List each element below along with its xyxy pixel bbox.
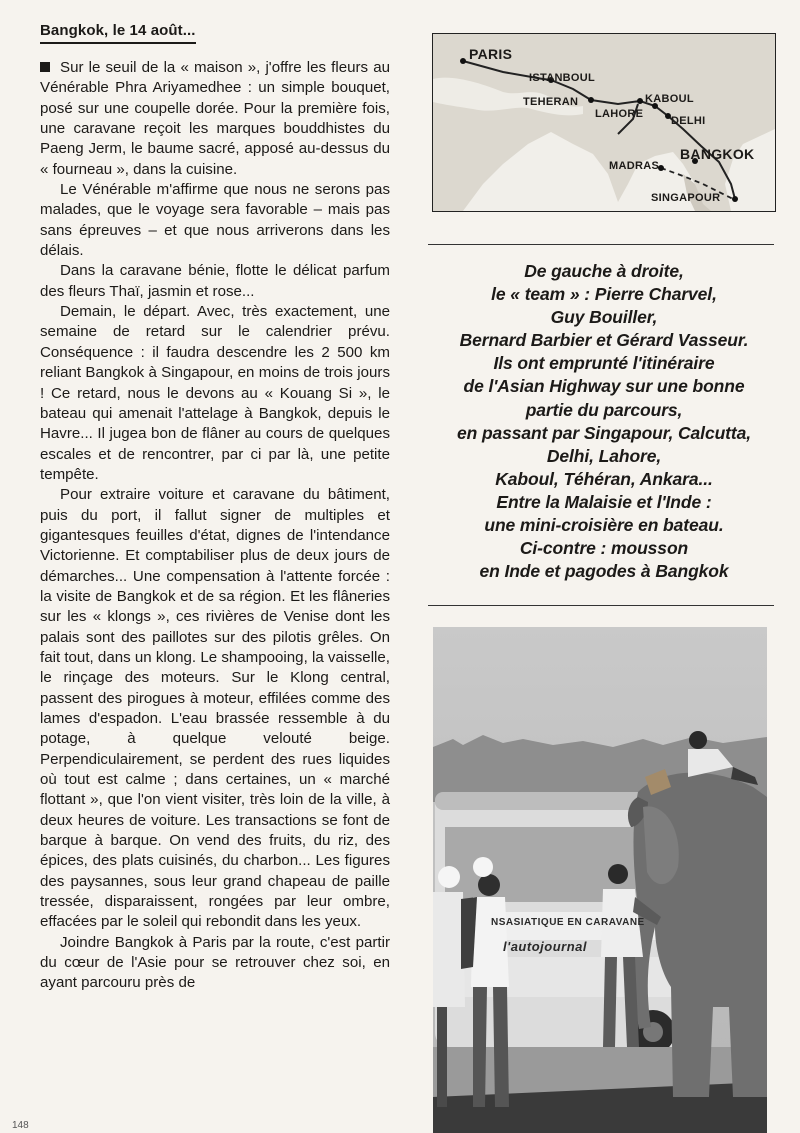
paragraph-6: Joindre Bangkok à Paris par la route, c'est partir du cœur de l'Asie pour se retrouver chez soi, en ayant parcouru près de [40, 933, 390, 992]
paragraph-2: Le Vénérable m'affirme que nous ne serons pas malades, que le voyage sera favorable – mais pas sans épreuves – et que nous arriverons dans les délais. [40, 181, 390, 260]
paragraph-1: Sur le seuil de la « maison », j'offre les fleurs au Vénérable Phra Ariyamedhee : un simple bouquet, posé sur une coupelle dorée. Pour la première fois, une caravane reçoit les marques bouddhistes du Paeng Jerm, le baume sacré, apposé au-dessus du « fourneau », dans la cuisine. [40, 59, 390, 178]
elephant-photo [433, 627, 767, 1133]
paragraph-5: Pour extraire voiture et caravane du bâtiment, puis du port, il fallut signer de multiples et gigantesques feuilles d'état, dignes de l'intendance Victorienne. Et comptabiliser plus de deux jours de démarches... Une compensation à l'attente forcée : la visite de Bangkok et de sa région. Et les flâneries sur les « klongs », ces rivières de Venise dont les palais sont des paillotes sur des pilotis grêles. On fait tout, dans un klong. Le shampooing, la vaisselle, le rinçage des moteurs. Sur le Klong central, passent des pirogues à moteur, effilées comme des lames d'espadon. L'eau brassée ressemble à du potage, à quelque velouté beige. Perpendiculairement, se perdent des rues liquides où tout est calme ; dans certaines, un « marché flottant », que l'on vient visiter, très loin de la ville, à deux heures de voiture. Les transactions se font de barque à barque. On vend des fruits, du riz, des épices, des plats cuisinés, du charbon... Les figures des paysannes, sous leur grand chapeau de paille tressée, disparaissent, rongées par leur ombre, effacées par le soleil qui rebondit dans les yeux. [40, 486, 390, 931]
city-delhi: DELHI [671, 115, 706, 127]
caravan-lettering: NSASIATIQUE EN CARAVANE [491, 917, 645, 928]
city-paris: PARIS [469, 46, 513, 62]
city-istanbul: ISTANBOUL [529, 72, 596, 84]
caption-line: Kaboul, Téhéran, Ankara... [495, 468, 713, 489]
city-lahore: LAHORE [595, 108, 644, 120]
caravan-logo-text: l'autojournal [503, 939, 587, 954]
photo-drawing [433, 627, 767, 1133]
bullet-square-icon [40, 62, 50, 72]
caption-bottom-rule [428, 605, 774, 606]
caption-line: Bernard Barbier et Gérard Vasseur. [459, 330, 749, 351]
caption-line: en Inde et pagodes à Bangkok [479, 561, 729, 582]
city-bangkok: BANGKOK [680, 146, 755, 162]
article-body [40, 58, 390, 994]
route-map [432, 33, 776, 212]
page-number: 148 [12, 1120, 29, 1131]
caption-line: Ci-contre : mousson [519, 538, 689, 559]
city-kaboul: KABOUL [645, 93, 694, 105]
caption-line: Ils ont emprunté l'itinéraire [493, 353, 715, 374]
caption-line: partie du parcours, [525, 399, 683, 420]
photo-caption [428, 260, 780, 583]
caption-line: Delhi, Lahore, [546, 445, 662, 466]
paragraph-3: Dans la caravane bénie, flotte le délicat parfum des fleurs Thaï, jasmin et rose... [40, 262, 390, 300]
article-column [40, 22, 390, 994]
city-madras: MADRAS [609, 160, 660, 172]
caption-line: Entre la Malaisie et l'Inde : [496, 491, 712, 512]
caption-line: De gauche à droite, [524, 261, 684, 281]
paragraph-4: Demain, le départ. Avec, très exactement, une semaine de retard sur le calendrier prévu. Conséquence : il faudra descendre les 2 500 km reliant Bangkok à Singapour, en moins de trois jours ! Ce retard, nous le devons au « Kouang Si », le bateau qui amenait l'attelage à Bangkok, depuis le Havre... Il jugea bon de flâner au cours de quelques escales et de rencontrer, par ci par là, une petite tempête. [40, 303, 390, 483]
caption-line: une mini-croisière en bateau. [484, 515, 724, 536]
city-singapour: SINGAPOUR [651, 192, 721, 204]
caption-top-rule [428, 244, 774, 245]
article-headline: Bangkok, le 14 août... [40, 22, 196, 44]
caption-line: le « team » : Pierre Charvel, [491, 284, 717, 305]
caption-line: Guy Bouiller, [550, 307, 658, 328]
city-teheran: TEHERAN [523, 96, 579, 108]
caption-line: en passant par Singapour, Calcutta, [456, 422, 752, 443]
caption-line: de l'Asian Highway sur une bonne [463, 376, 745, 397]
